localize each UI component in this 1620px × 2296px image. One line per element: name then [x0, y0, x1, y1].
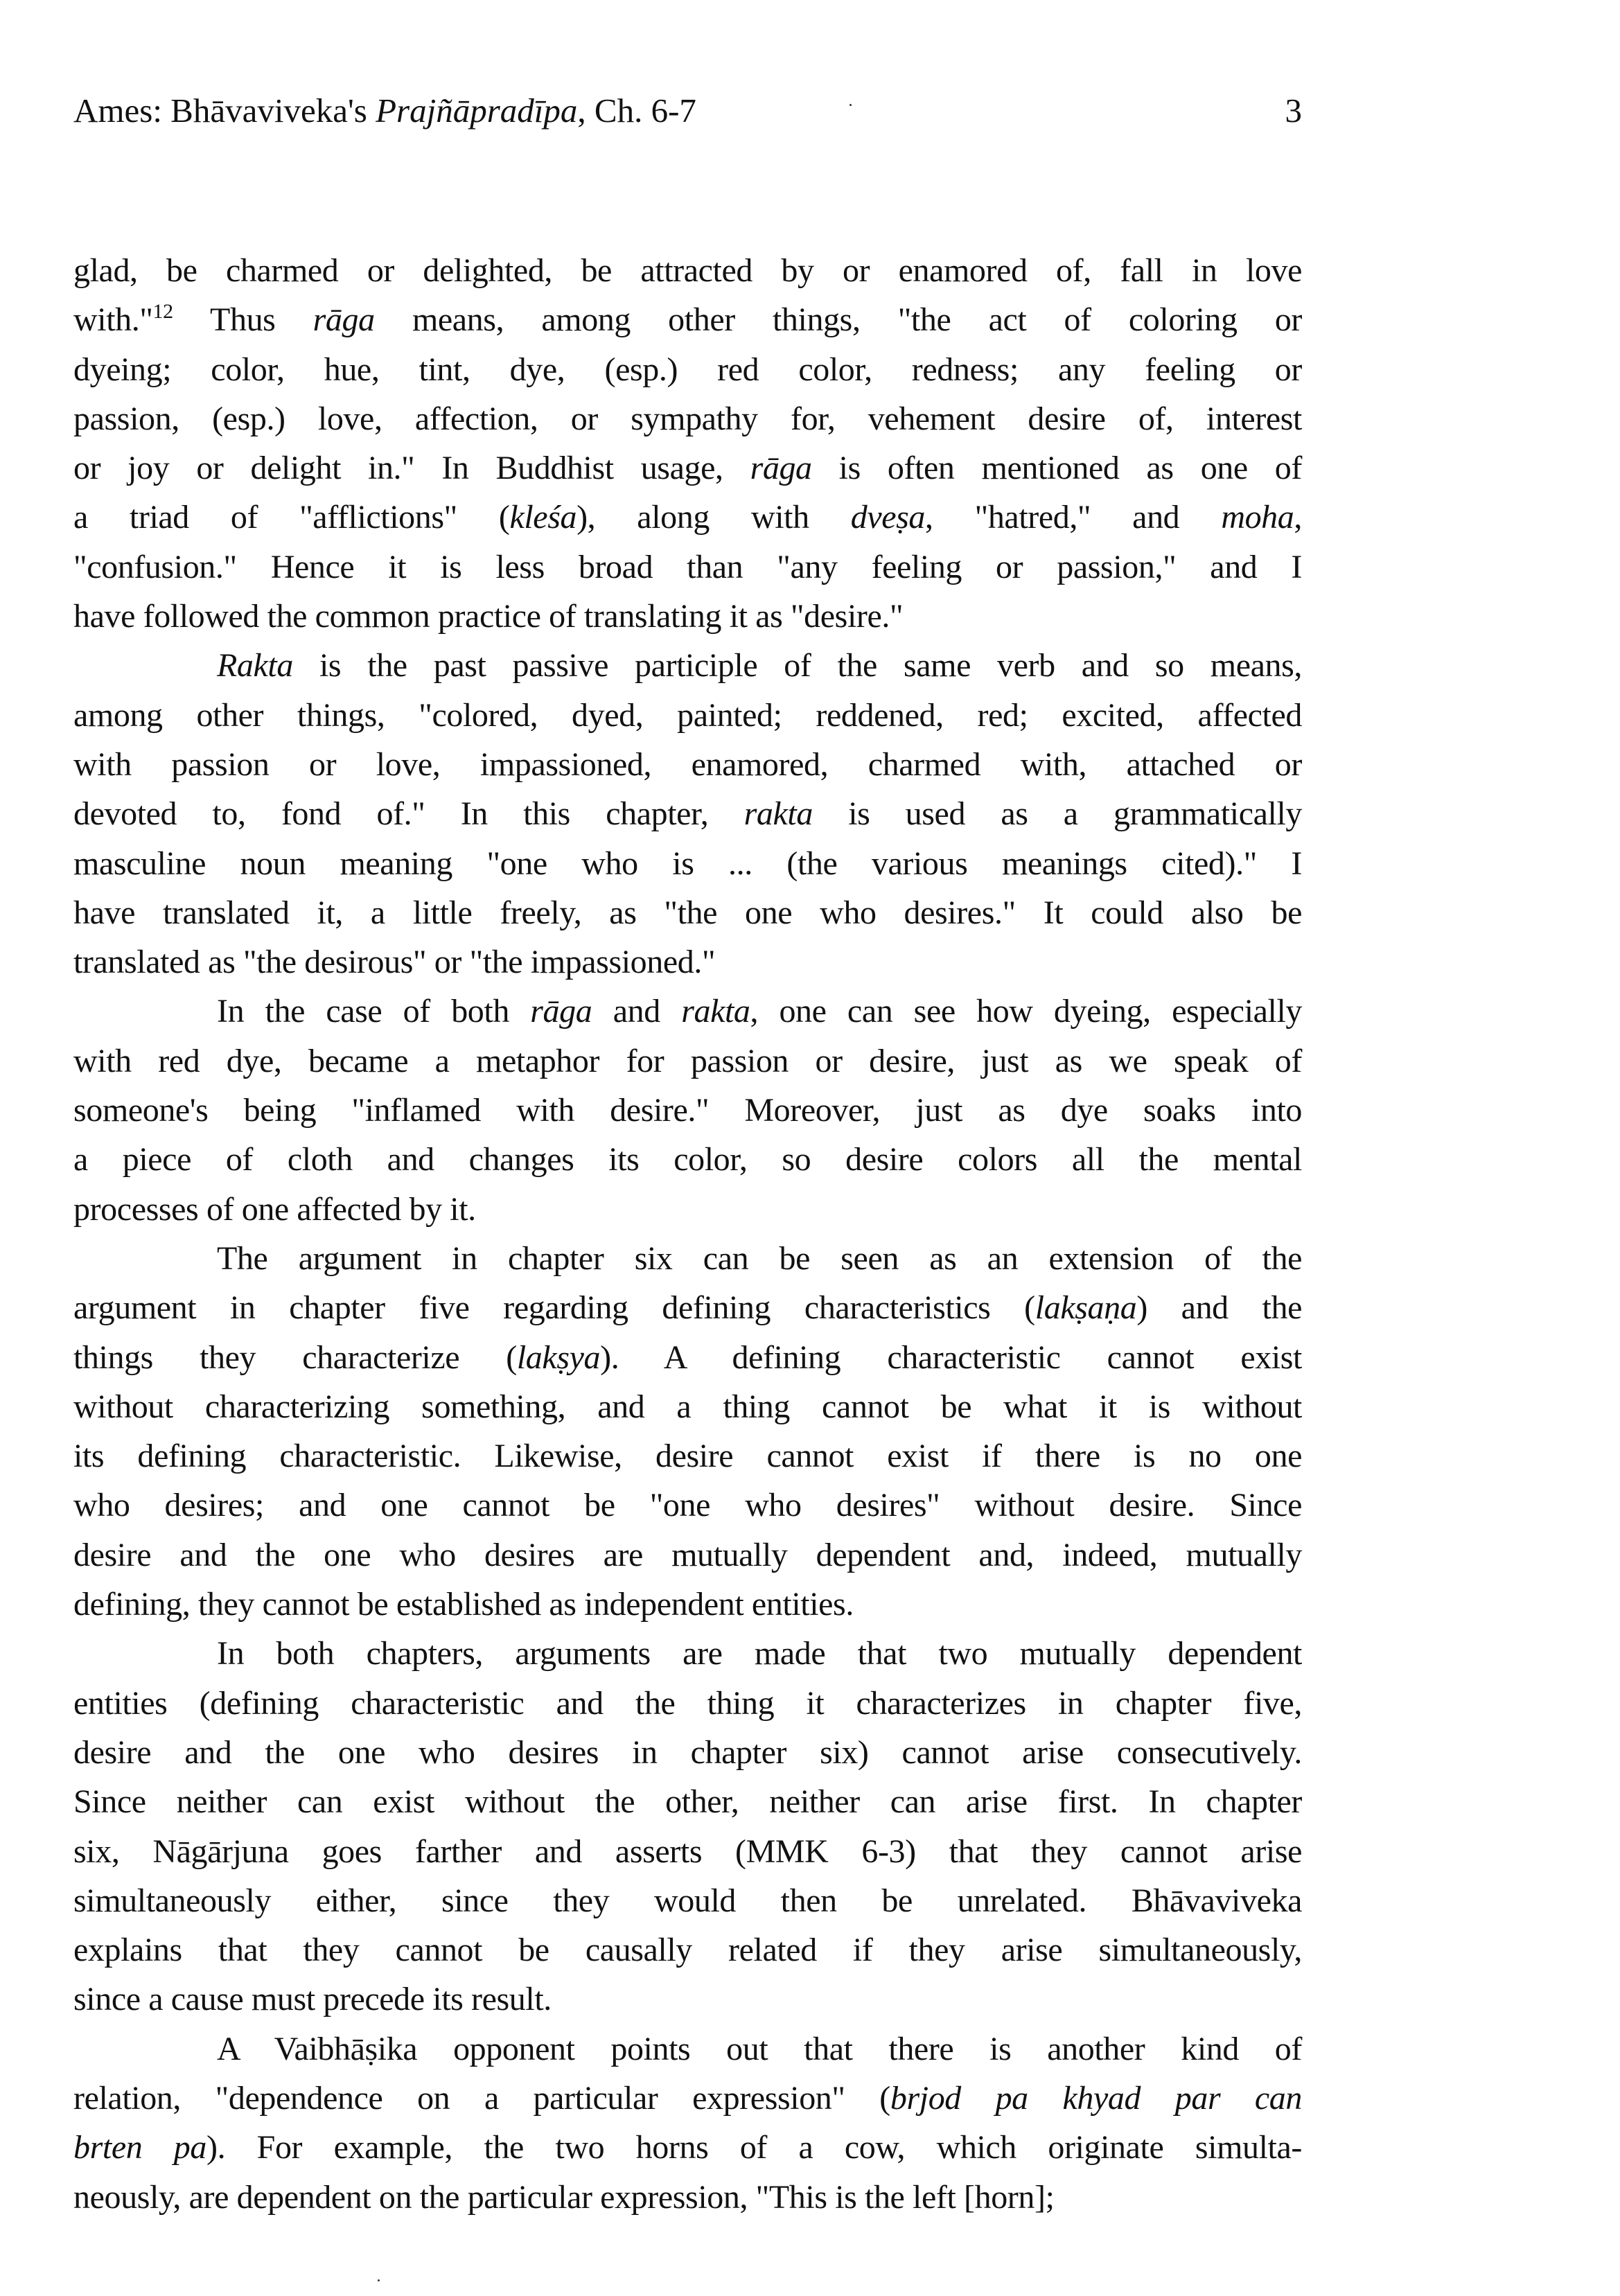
text-line — [73, 888, 1302, 937]
text-line — [73, 1481, 1302, 1530]
text-line — [73, 1135, 1302, 1184]
text-line — [73, 1827, 1302, 1876]
text-run: and — [592, 993, 682, 1030]
text-run: is the past passive participle of the same verb and so means, — [292, 647, 1302, 685]
footnote-ref: 12 — [152, 300, 173, 324]
text-run: have translated it, a little freely, as "the one who desires." It could also be — [73, 894, 1302, 931]
header-author: Ames: Bhāvaviveka's — [73, 91, 376, 130]
text-line — [73, 1629, 1302, 1678]
text-run: argument in chapter five regarding defining characteristics ( — [73, 1289, 1035, 1327]
text-line — [73, 295, 1302, 344]
italic-term: rāga — [750, 450, 812, 487]
italic-term: brten pa — [73, 2129, 206, 2166]
text-run: or joy or delight in." In Buddhist usage, — [73, 450, 750, 487]
text-line — [73, 987, 1302, 1036]
text-run: means, among other things, "the act of coloring or — [374, 301, 1303, 339]
italic-term: rakta — [681, 993, 750, 1030]
text-run: passion, (esp.) love, affection, or sympathy for, vehement desire of, interest — [73, 400, 1302, 437]
text-run: processes of one affected by it. — [73, 1190, 476, 1228]
text-run: devoted to, fond of." In this chapter, — [73, 795, 744, 833]
text-run: dyeing; color, hue, tint, dye, (esp.) red color, redness; any feeling or — [73, 351, 1302, 388]
header-chapter: , Ch. 6-7 — [577, 91, 696, 130]
text-run: neously, are dependent on the particular expression, "This is the left [horn]; — [73, 2178, 1055, 2216]
text-run: entities (defining characteristic and the thing it characterizes in chapter five, — [73, 1684, 1302, 1722]
text-run: is used as a grammatically — [812, 795, 1302, 833]
text-line — [73, 1530, 1302, 1580]
scan-speck — [849, 104, 852, 106]
text-run: masculine noun meaning "one who is ... (the various meanings cited)." I — [73, 845, 1302, 882]
text-line — [73, 740, 1302, 789]
paragraph — [73, 246, 1302, 641]
italic-term: rakta — [743, 795, 813, 833]
text-run: with." — [73, 301, 153, 339]
italic-term: dveṣa — [850, 499, 926, 536]
paragraph — [73, 987, 1302, 1233]
italic-term: kleśa — [509, 499, 577, 536]
text-run: with passion or love, impassioned, enamored, charmed with, attached or — [73, 745, 1302, 783]
text-run: someone's being "inflamed with desire." Moreover, just as dye soaks into — [73, 1092, 1302, 1129]
text-line — [73, 542, 1302, 592]
text-line — [73, 937, 1302, 987]
text-line — [73, 1876, 1302, 1925]
text-run: explains that they cannot be causally related if they arise simultaneously, — [73, 1932, 1302, 1969]
text-run: have followed the common practice of translating it as "desire." — [73, 598, 904, 635]
text-line — [73, 691, 1302, 740]
text-line — [73, 443, 1302, 493]
italic-term: lakṣya — [516, 1339, 601, 1376]
text-run: its defining characteristic. Likewise, desire cannot exist if there is no one — [73, 1438, 1302, 1475]
paragraph — [73, 1234, 1302, 1629]
text-line — [73, 1580, 1302, 1629]
text-run: simultaneously either, since they would then be unrelated. Bhāvaviveka — [73, 1882, 1302, 1919]
text-run: , "hatred," and — [925, 499, 1222, 536]
text-run: defining, they cannot be established as independent entities. — [73, 1586, 854, 1623]
italic-term: rāga — [312, 301, 375, 339]
text-line — [73, 1679, 1302, 1728]
text-run: a triad of "afflictions" ( — [73, 499, 510, 536]
paragraph — [73, 2024, 1302, 2222]
text-run: , — [1294, 499, 1302, 536]
text-run: Thus — [173, 301, 313, 339]
text-line — [73, 1382, 1302, 1431]
text-run: without characterizing something, and a thing cannot be what it is without — [73, 1388, 1302, 1425]
text-line — [73, 1283, 1302, 1332]
text-line — [73, 1086, 1302, 1135]
text-run: is often mentioned as one of — [811, 450, 1302, 487]
running-header — [73, 89, 1302, 133]
text-line — [73, 2074, 1302, 2123]
text-line — [73, 246, 1302, 295]
text-line — [73, 394, 1302, 443]
italic-term: brjod pa khyad par can — [890, 2079, 1303, 2117]
text-run: desire and the one who desires in chapter six) cannot arise consecutively. — [73, 1733, 1302, 1771]
text-line — [73, 1185, 1302, 1234]
text-run: among other things, "colored, dyed, painted; reddened, red; excited, affected — [73, 696, 1302, 734]
text-line — [73, 2123, 1302, 2172]
text-line — [73, 1728, 1302, 1777]
text-line — [73, 2173, 1302, 2222]
body-text — [73, 246, 1302, 2222]
text-line — [73, 641, 1302, 690]
text-line — [73, 1333, 1302, 1382]
text-run: who desires; and one cannot be "one who desires" without desire. Since — [73, 1487, 1302, 1524]
text-run: ) and the — [1136, 1289, 1302, 1327]
text-run: A Vaibhāṣika opponent points out that there is another kind of — [217, 2030, 1302, 2067]
text-line — [73, 1925, 1302, 1975]
text-line — [73, 789, 1302, 838]
text-line — [73, 493, 1302, 542]
text-run: The argument in chapter six can be seen as an extension of the — [217, 1239, 1302, 1277]
text-line — [73, 592, 1302, 641]
text-run: In the case of both — [217, 993, 531, 1030]
text-run: ). A defining characteristic cannot exist — [600, 1339, 1302, 1376]
header-title: Prajñāpradīpa — [376, 91, 578, 130]
paragraph — [73, 641, 1302, 987]
italic-term: moha — [1221, 499, 1294, 536]
text-run: desire and the one who desires are mutually dependent and, indeed, mutually — [73, 1536, 1302, 1573]
text-line — [73, 1777, 1302, 1826]
text-run: Since neither can exist without the other, neither can arise first. In chapter — [73, 1783, 1302, 1821]
text-run: "confusion." Hence it is less broad than "any feeling or passion," and I — [73, 548, 1302, 585]
text-run: relation, "dependence on a particular expression" ( — [73, 2079, 890, 2117]
text-run: ). For example, the two horns of a cow, which originate simulta- — [206, 2129, 1302, 2166]
text-line — [73, 1975, 1302, 2024]
text-line — [73, 1234, 1302, 1283]
scan-speck — [378, 2279, 380, 2281]
text-line — [73, 2024, 1302, 2074]
page-number: 3 — [1285, 91, 1302, 130]
text-line — [73, 839, 1302, 888]
text-line — [73, 1036, 1302, 1086]
text-run: In both chapters, arguments are made that two mutually dependent — [217, 1635, 1302, 1672]
paragraph — [73, 1629, 1302, 2024]
italic-term: Rakta — [217, 647, 293, 685]
italic-term: lakṣaṇa — [1034, 1289, 1137, 1327]
text-run: with red dye, became a metaphor for passion or desire, just as we speak of — [73, 1042, 1302, 1079]
text-run: things they characterize ( — [73, 1339, 517, 1376]
text-run: , one can see how dyeing, especially — [750, 993, 1303, 1030]
text-run: six, Nāgārjuna goes farther and asserts (MMK 6-3) that they cannot arise — [73, 1833, 1302, 1870]
text-line — [73, 1431, 1302, 1481]
text-line — [73, 345, 1302, 394]
text-run: translated as "the desirous" or "the impassioned." — [73, 944, 716, 981]
text-run: glad, be charmed or delighted, be attracted by or enamored of, fall in love — [73, 252, 1302, 289]
text-run: ), along with — [576, 499, 851, 536]
italic-term: rāga — [530, 993, 592, 1030]
text-run: a piece of cloth and changes its color, so desire colors all the mental — [73, 1141, 1302, 1178]
text-run: since a cause must precede its result. — [73, 1981, 552, 2018]
